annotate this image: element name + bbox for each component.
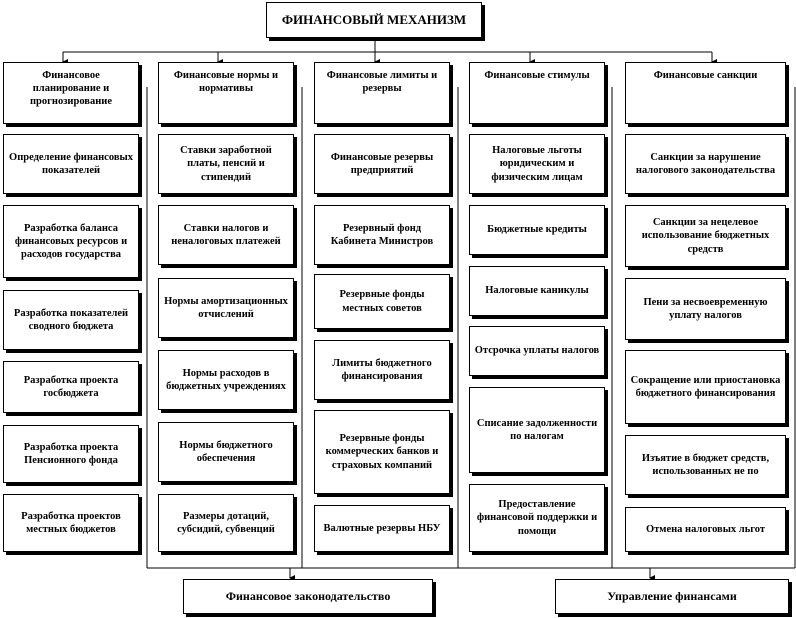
column-4-item-1: Налоговые льготы юридическим и физическим лицам <box>469 134 605 194</box>
column-3-item-2: Резервный фонд Кабинета Министров <box>314 205 450 265</box>
column-2-item-1: Ставки заработной платы, пенсий и стипендий <box>158 134 294 194</box>
column-2-item-4: Нормы расходов в бюджетных учреждениях <box>158 350 294 410</box>
column-5-item-4: Сокращение или приостановка бюджетного финансирования <box>625 350 786 424</box>
column-3-item-5: Резервные фонды коммерческих банков и страховых компаний <box>314 410 450 494</box>
column-3-item-6: Валютные резервы НБУ <box>314 505 450 552</box>
connector-top <box>63 38 712 62</box>
column-1-item-2: Разработка баланса финансовых ресурсов и расходов государства <box>3 205 139 278</box>
column-2-item-6: Размеры дотаций, субсидий, субвенций <box>158 494 294 552</box>
column-5-item-6: Отмена налоговых льгот <box>625 507 786 552</box>
column-2-item-3: Нормы амортизационных отчислений <box>158 278 294 338</box>
column-2-header: Финансовые нормы и нормативы <box>158 62 294 124</box>
connector-bottom <box>290 568 650 578</box>
column-1-item-1: Определение финансовых показателей <box>3 134 139 194</box>
footer-right: Управление финансами <box>555 579 789 614</box>
column-1-item-4: Разработка проекта госбюджета <box>3 361 139 413</box>
column-4-item-4: Отсрочка уплаты налогов <box>469 326 605 376</box>
column-3-header: Финансовые лимиты и резервы <box>314 62 450 124</box>
column-4-header: Финансовые стимулы <box>469 62 605 124</box>
column-1-item-6: Разработка проектов местных бюджетов <box>3 494 139 552</box>
column-2-item-2: Ставки налогов и неналоговых платежей <box>158 205 294 265</box>
column-4-item-6: Предоставление финансовой поддержки и помощи <box>469 484 605 552</box>
column-3-item-3: Резервные фонды местных советов <box>314 274 450 329</box>
column-1-header: Финансовое планирование и прогнозирование <box>3 62 139 124</box>
column-5-item-1: Санкции за нарушение налогового законодательства <box>625 134 786 194</box>
footer-left: Финансовое законодательство <box>183 579 433 614</box>
column-5-item-3: Пени за несвоевременную уплату налогов <box>625 278 786 340</box>
column-4-item-2: Бюджетные кредиты <box>469 205 605 255</box>
column-3-item-1: Финансовые резервы предприятий <box>314 134 450 194</box>
column-4-item-3: Налоговые каникулы <box>469 266 605 316</box>
column-5-item-5: Изъятие в бюджет средств, использованных не по <box>625 435 786 495</box>
column-5-header: Финансовые санкции <box>625 62 786 124</box>
column-1-item-5: Разработка проекта Пенсионного фонда <box>3 425 139 483</box>
diagram-title: ФИНАНСОВЫЙ МЕХАНИЗМ <box>266 2 482 38</box>
column-5-item-2: Санкции за нецелевое использование бюджетных средств <box>625 205 786 267</box>
column-3-item-4: Лимиты бюджетного финансирования <box>314 340 450 400</box>
column-1-item-3: Разработка показателей сводного бюджета <box>3 290 139 350</box>
column-2-item-5: Нормы бюджетного обеспечения <box>158 422 294 482</box>
column-4-item-5: Списание задолженности по налогам <box>469 387 605 473</box>
